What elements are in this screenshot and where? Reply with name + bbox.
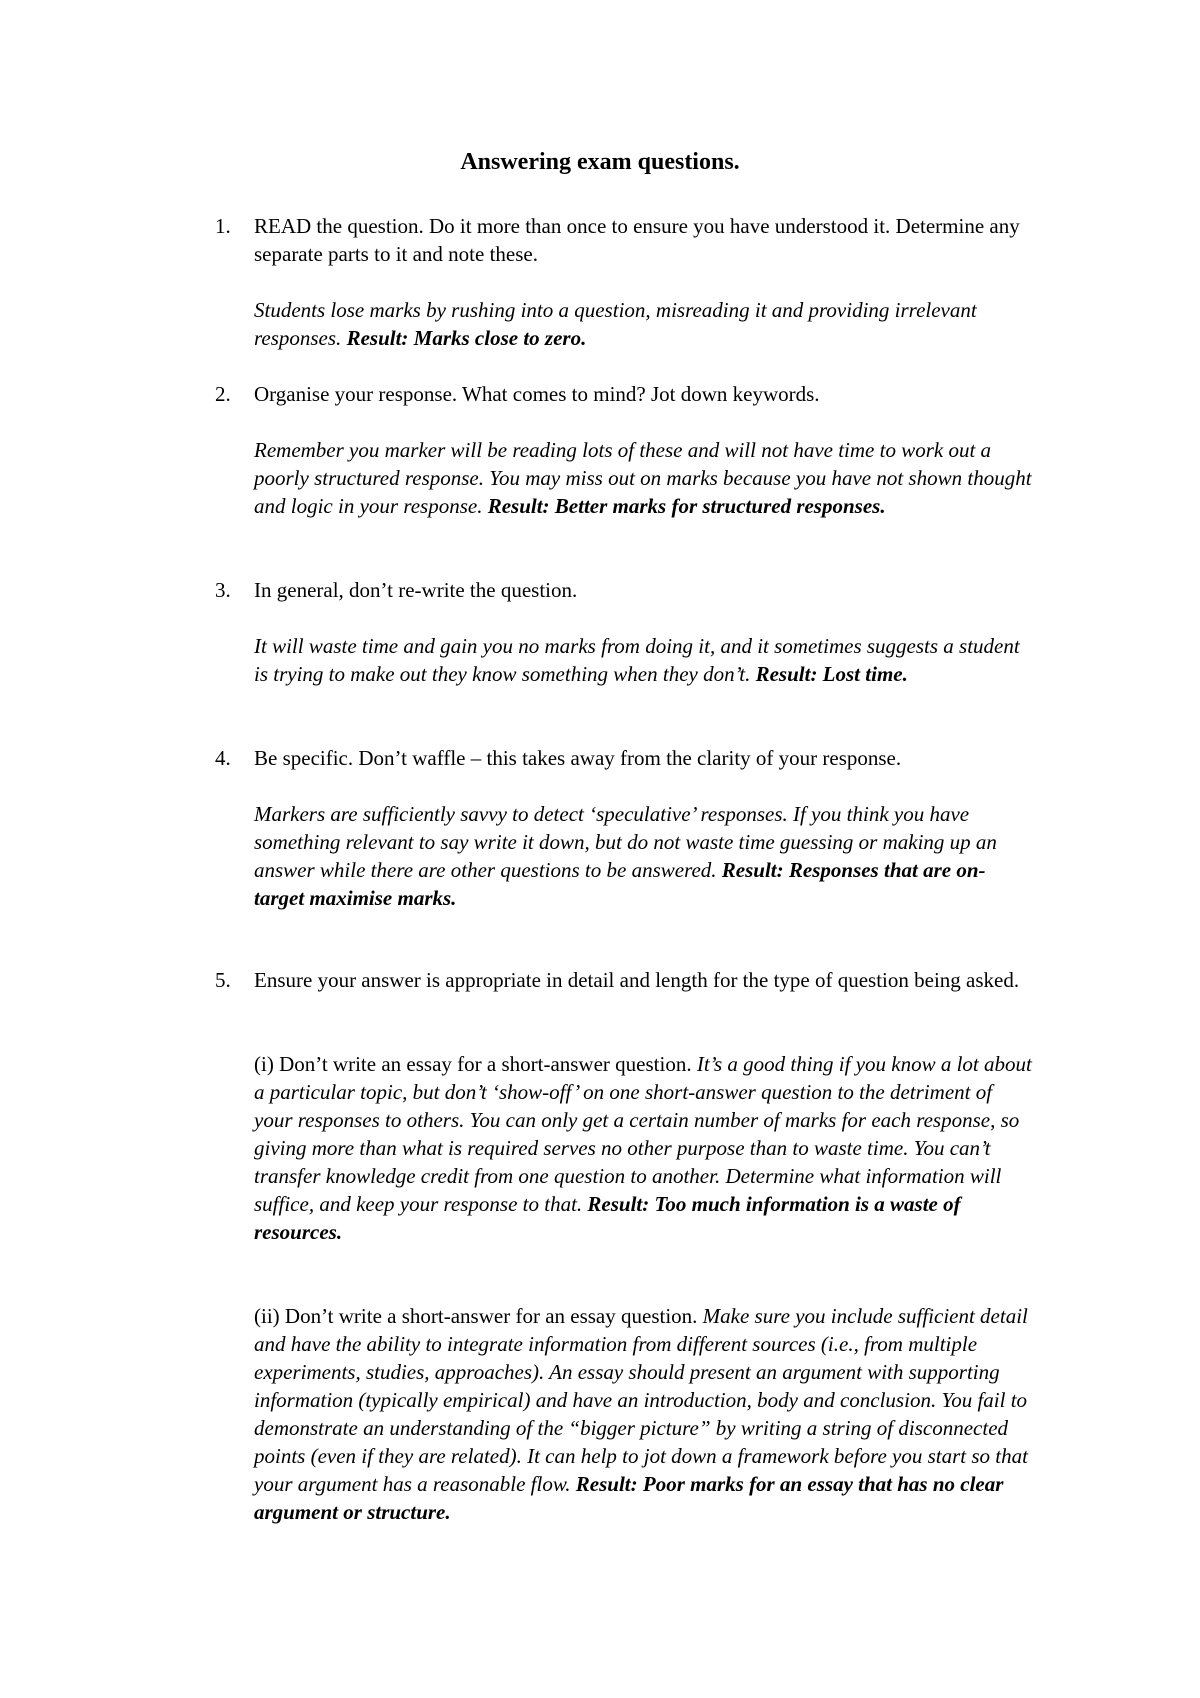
item-instruction: Organise your response. What comes to mind? Jot down keywords. (254, 382, 820, 406)
document-title: Answering exam questions. (460, 149, 740, 175)
item-number: 5. (215, 968, 231, 992)
sub-point-lead: (i) Don’t write an essay for a short-answer question. (254, 1052, 697, 1076)
result-text: Result: Lost time. (755, 662, 908, 686)
explanation-text: It will waste time and gain you no marks from doing it, and it sometimes suggests a student is trying to make out they know something when they don’t. (254, 634, 1020, 686)
explanation-text: Remember you marker will be reading lots of these and will not have time to work out a poorly structured response. You may miss out on marks because you have not shown thought and logic in your response. (254, 438, 1032, 518)
item-explanation (254, 632, 1034, 688)
explanation-text: Make sure you include sufficient detail and have the ability to integrate information from different sources (i.e., from multiple experiments, studies, approaches). An essay should present an argument with supporting information (typically empirical) and have an introduction, body and conclusion. You fail to demonstrate an understanding of the “bigger picture” by writing a string of disconnected points (even if they are related). It can help to jot down a framework before you start so that your argument has a reasonable flow. (254, 1304, 1028, 1496)
item-number: 3. (215, 578, 231, 602)
item-number: 2. (215, 382, 231, 406)
result-text: Result: Marks close to zero. (346, 326, 587, 350)
sub-point-lead: (ii) Don’t write a short-answer for an essay question. (254, 1304, 703, 1328)
explanation-text: It’s a good thing if you know a lot about a particular topic, but don’t ‘show-off’ on one short-answer question to the detriment of your responses to others. You can only get a certain number of marks for each response, so giving more than what is required serves no other purpose than to waste time. You can’t transfer knowledge credit from one question to another. Determine what information will suffice, and keep your response to that. (254, 1052, 1032, 1216)
result-text: Result: Better marks for structured responses. (487, 494, 886, 518)
explanation-text: Markers are sufficiently savvy to detect ‘speculative’ responses. If you think you have something relevant to say write it down, but do not waste time guessing or making up an answer while there are other questions to be answered. (254, 802, 997, 882)
item-explanation (254, 436, 1034, 520)
explanation-text: Students lose marks by rushing into a question, misreading it and providing irrelevant responses. (254, 298, 977, 350)
item-instruction: READ the question. Do it more than once to ensure you have understood it. Determine any separate parts to it and note these. (254, 214, 1020, 266)
item-instruction: Be specific. Don’t waffle – this takes away from the clarity of your response. (254, 746, 902, 770)
sub-point (254, 1050, 1034, 1246)
item-number: 1. (215, 214, 231, 238)
result-text: Result: Too much information is a waste of resources. (254, 1192, 961, 1244)
item-instruction: Ensure your answer is appropriate in detail and length for the type of question being asked. (254, 968, 1020, 992)
sub-point (254, 1302, 1034, 1526)
item-explanation (254, 800, 1034, 912)
result-text: Result: Poor marks for an essay that has no clear argument or structure. (254, 1472, 1004, 1524)
result-text: Result: Responses that are on-target maximise marks. (254, 858, 986, 910)
item-explanation (254, 296, 1034, 352)
item-number: 4. (215, 746, 231, 770)
item-instruction: In general, don’t re-write the question. (254, 578, 578, 602)
